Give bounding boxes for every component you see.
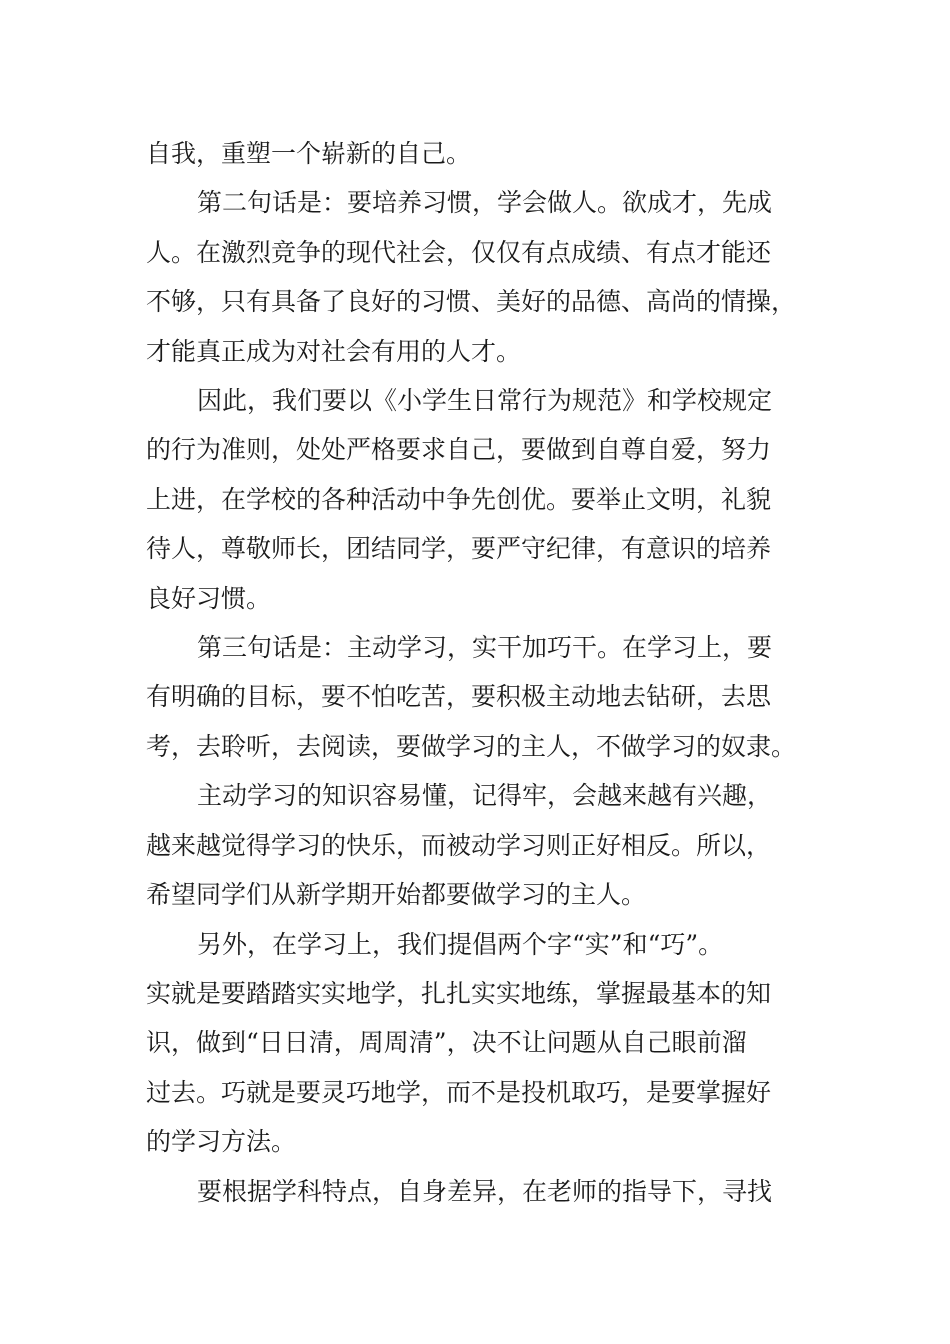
text-line: 主动学习的知识容易懂，记得牢，会越来越有兴趣， (197, 781, 773, 811)
text-line: 上进，在学校的各种活动中争先创优。要举止文明，礼貌 (146, 484, 772, 514)
paragraph (146, 1167, 806, 1216)
text-line: 第三句话是：主动学习，实干加巧干。在学习上，要 (197, 633, 773, 663)
text-line: 希望同学们从新学期开始都要做学习的主人。 (146, 880, 647, 910)
text-line: 不够，只有具备了良好的习惯、美好的品德、高尚的情操， (146, 287, 797, 317)
text-line: 实就是要踏踏实实地学，扎扎实实地练，掌握最基本的知 (146, 978, 772, 1008)
text-line: 人。在激烈竞争的现代社会，仅仅有点成绩、有点才能还 (146, 237, 772, 267)
text-line: 要根据学科特点，自身差异，在老师的指导下，寻找 (197, 1176, 773, 1206)
text-line: 的学习方法。 (146, 1127, 297, 1157)
paragraph (146, 129, 806, 178)
paragraph (146, 623, 806, 771)
text-line: 待人，尊敬师长，团结同学，要严守纪律，有意识的培养 (146, 534, 772, 564)
text-line: 越来越觉得学习的快乐，而被动学习则正好相反。所以， (146, 830, 772, 860)
paragraph (146, 178, 806, 376)
text-line: 第二句话是：要培养习惯，学会做人。欲成才，先成 (197, 188, 773, 218)
text-line: 的行为准则，处处严格要求自己，要做到自尊自爱，努力 (146, 435, 772, 465)
text-line: 才能真正成为对社会有用的人才。 (146, 336, 522, 366)
text-line: 自我，重塑一个崭新的自己。 (146, 139, 472, 168)
document-body (146, 129, 806, 1216)
text-line: 考，去聆听，去阅读，要做学习的主人，不做学习的奴隶。 (146, 731, 797, 761)
text-line: 因此，我们要以《小学生日常行为规范》和学校规定 (197, 386, 773, 416)
text-line: 另外，在学习上，我们提倡两个字“实”和“巧”。 (197, 929, 724, 959)
text-line: 良好习惯。 (146, 583, 272, 613)
text-line: 有明确的目标，要不怕吃苦，要积极主动地去钻研，去思 (146, 682, 772, 712)
text-line: 过去。巧就是要灵巧地学，而不是投机取巧，是要掌握好 (146, 1077, 772, 1107)
paragraph (146, 920, 806, 1167)
text-line: 识，做到“日日清，周周清”，决不让问题从自己眼前溜 (146, 1028, 747, 1058)
paragraph (146, 376, 806, 623)
paragraph (146, 771, 806, 919)
